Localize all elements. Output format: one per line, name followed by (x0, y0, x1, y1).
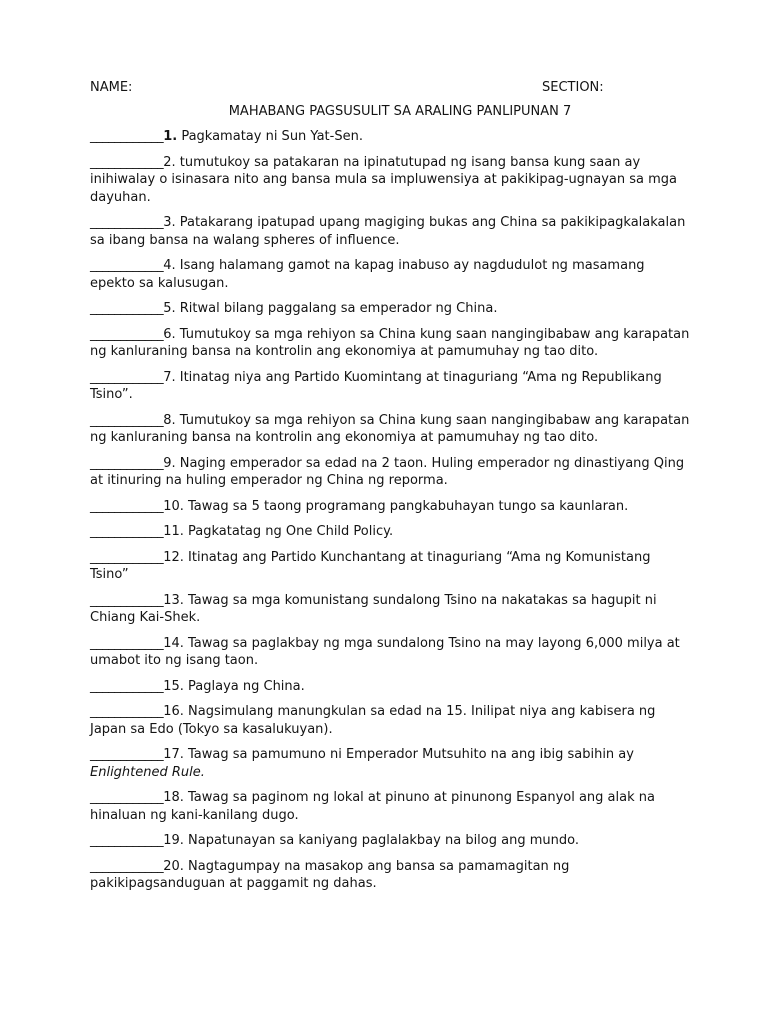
answer-blank: ____________ (90, 790, 164, 805)
question-item (90, 154, 690, 207)
page-title: MAHABANG PAGSUSULIT SA ARALING PANLIPUNAN 7 (228, 104, 572, 119)
question-number: 13. (163, 592, 184, 608)
question-item (90, 412, 690, 447)
answer-blank: ____________ (90, 154, 164, 170)
question-text: Isang halamang gamot na kapag inabuso ay nagdudulot ng masamang epekto sa kalusugan. (90, 258, 645, 291)
question-italic-text: Enlightened Rule. (90, 764, 205, 780)
question-number: 18. (163, 790, 184, 805)
answer-blank: ____________ (90, 258, 164, 273)
worksheet-page (90, 78, 690, 901)
answer-blank: ____________ (90, 549, 164, 565)
question-item (90, 746, 690, 781)
question-number: 14. (163, 635, 184, 651)
question-text: Pagkatatag ng One Child Policy. (183, 524, 394, 539)
question-text: Itinatag ang Partido Kunchantang at tinaguriang “Ama ng Komunistang Tsino” (90, 549, 651, 582)
question-item (90, 369, 690, 404)
answer-blank: ____________ (90, 833, 164, 848)
name-label: NAME: (90, 80, 133, 95)
question-list (90, 128, 690, 893)
question-number: 4. (163, 258, 176, 273)
question-item (90, 789, 690, 824)
answer-blank: ____________ (90, 369, 164, 385)
question-item (90, 214, 690, 249)
question-text: Tawag sa 5 taong programang pangkabuhayan tungo sa kaunlaran. (183, 498, 629, 514)
question-item (90, 300, 690, 318)
question-text: Paglaya ng China. (183, 678, 305, 694)
answer-blank: ____________ (90, 215, 164, 230)
answer-blank: ____________ (90, 747, 164, 762)
question-number: 9. (163, 455, 176, 471)
question-item (90, 326, 690, 361)
question-number: 1. (163, 129, 178, 144)
question-text: Itinatag niya ang Partido Kuomintang at tinaguriang “Ama ng Republikang Tsino”. (90, 369, 662, 402)
section-label: SECTION: (542, 80, 604, 95)
answer-blank: ____________ (90, 412, 164, 428)
header-row (90, 78, 690, 98)
question-text: tumutukoy sa patakaran na ipinatutupad ng isang bansa kung saan ay inihiwalay o isinasara nito ang bansa mula sa impluwensiya at pakikipag-ugnayan sa mga dayuhan. (90, 154, 677, 205)
question-text: Pagkamatay ni Sun Yat-Sen. (177, 129, 363, 144)
answer-blank: ____________ (90, 455, 164, 471)
answer-blank: ____________ (90, 301, 164, 316)
question-number: 2. (163, 154, 176, 170)
question-item (90, 549, 690, 584)
question-text: Tumutukoy sa mga rehiyon sa China kung saan nangingibabaw ang karapatan ng kanluraning bansa na kontrolin ang ekonomiya at pamumuhay ng tao dito. (90, 326, 690, 359)
question-number: 7. (163, 369, 176, 385)
question-item (90, 523, 690, 541)
question-item (90, 635, 690, 670)
question-item (90, 128, 690, 146)
question-item (90, 592, 690, 627)
question-text: Nagtagumpay na masakop ang bansa sa pamamagitan ng pakikipagsanduguan at paggamit ng dahas. (90, 858, 570, 891)
question-number: 16. (163, 704, 184, 719)
answer-blank: ____________ (90, 678, 164, 694)
answer-blank: ____________ (90, 592, 164, 608)
question-text: Tawag sa paginom ng lokal at pinuno at pinunong Espanyol ang alak na hinaluan ng kani-kanilang dugo. (90, 790, 655, 823)
question-item (90, 257, 690, 292)
question-number: 12. (163, 549, 184, 565)
question-item (90, 703, 690, 738)
question-number: 8. (163, 412, 176, 428)
answer-blank: ____________ (90, 635, 164, 651)
answer-blank: ____________ (90, 704, 164, 719)
question-text: Naging emperador sa edad na 2 taon. Huling emperador ng dinastiyang Qing at itinuring na huling emperador ng China ng reporma. (90, 455, 685, 488)
question-text: Tawag sa mga komunistang sundalong Tsino na nakatakas sa hagupit ni Chiang Kai-Shek. (90, 592, 657, 625)
question-item (90, 455, 690, 490)
question-number: 19. (163, 833, 184, 848)
question-text: Ritwal bilang paggalang sa emperador ng China. (175, 301, 498, 316)
question-number: 5. (163, 301, 176, 316)
question-text: Napatunayan sa kaniyang paglalakbay na bilog ang mundo. (183, 833, 579, 848)
question-number: 15. (163, 678, 184, 694)
question-number: 11. (163, 524, 184, 539)
question-number: 17. (163, 747, 184, 762)
question-text: Tawag sa paglakbay ng mga sundalong Tsino na may layong 6,000 milya at umabot ito ng isang taon. (90, 635, 680, 668)
answer-blank: ____________ (90, 498, 164, 514)
answer-blank: ____________ (90, 326, 164, 342)
answer-blank: ____________ (90, 858, 164, 874)
question-number: 6. (163, 326, 176, 342)
question-number: 10. (163, 498, 184, 514)
question-text: Tumutukoy sa mga rehiyon sa China kung saan nangingibabaw ang karapatan ng kanluraning bansa na kontrolin ang ekonomiya at pamumuhay ng tao dito. (90, 412, 690, 445)
answer-blank: ____________ (90, 129, 164, 144)
question-item (90, 498, 690, 516)
question-item (90, 858, 690, 893)
question-text: Nagsimulang manungkulan sa edad na 15. Inilipat niya ang kabisera ng Japan sa Edo (Tokyo sa kasalukuyan). (90, 704, 656, 737)
question-text: Patakarang ipatupad upang magiging bukas ang China sa pakikipagkalakalan sa ibang bansa na walang spheres of influence. (90, 215, 686, 248)
question-number: 20. (163, 858, 184, 874)
question-number: 3. (163, 215, 176, 230)
question-item (90, 678, 690, 696)
question-item (90, 832, 690, 850)
answer-blank: ____________ (90, 524, 164, 539)
question-text: Tawag sa pamumuno ni Emperador Mutsuhito na ang ibig sabihin ay (183, 747, 634, 762)
